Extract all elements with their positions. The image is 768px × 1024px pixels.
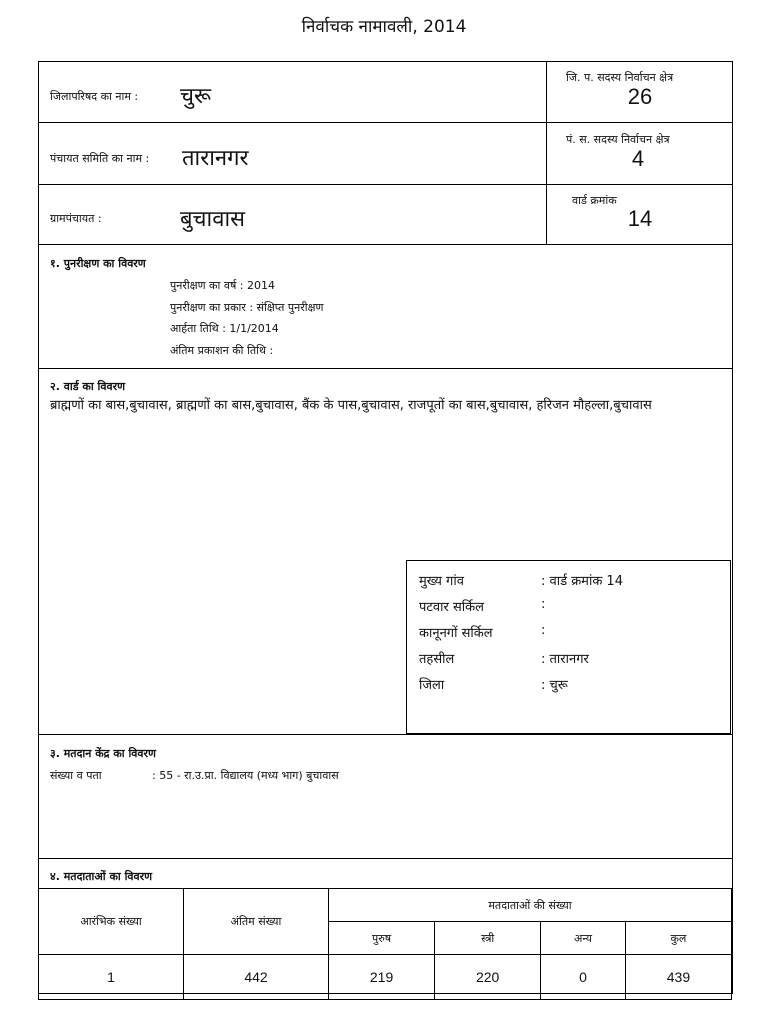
ward-info-box xyxy=(406,560,731,734)
revision-type: पुनरीक्षण का प्रकार : संक्षिप्त पुनरीक्षण xyxy=(170,301,324,314)
cell-end: 442 xyxy=(184,955,329,1000)
info-label: पटवार सर्किल xyxy=(419,600,484,615)
col-other: अन्य xyxy=(541,922,626,955)
col-total: कुल xyxy=(625,922,731,955)
section1-heading: १. पुनरीक्षण का विवरण xyxy=(50,257,146,270)
ward-value: 14 xyxy=(627,206,653,231)
info-row-district xyxy=(419,675,623,701)
voters-table xyxy=(38,888,732,1000)
divider-section2 xyxy=(38,734,733,735)
info-row-main-village xyxy=(419,571,623,597)
info-value: : वार्ड क्रमांक 14 xyxy=(541,574,623,589)
gram-value: बुचावास xyxy=(180,207,246,232)
info-row-patwar-circle xyxy=(419,597,623,623)
samiti-value: तारानगर xyxy=(182,146,249,171)
divider-header-vertical xyxy=(546,61,547,245)
info-label: तहसील xyxy=(419,652,455,667)
gram-label: ग्रामपंचायत : xyxy=(50,212,102,225)
section2-heading: २. वार्ड का विवरण xyxy=(50,380,126,393)
col-voter-count-group: मतदाताओं की संख्या xyxy=(329,889,732,922)
cell-start: 1 xyxy=(39,955,184,1000)
col-start-number: आरंभिक संख्या xyxy=(39,889,184,955)
frame-right xyxy=(732,61,733,994)
info-label: जिला xyxy=(419,678,445,693)
col-male: पुरुष xyxy=(329,922,435,955)
info-value: : चुरू xyxy=(541,678,568,693)
zila-label: जिलापरिषद का नाम : xyxy=(50,90,139,103)
col-female: स्त्री xyxy=(435,922,541,955)
info-label: मुख्य गांव xyxy=(419,574,464,589)
info-label: कानूनगों सर्किल xyxy=(419,626,493,641)
ps-value: 4 xyxy=(631,146,645,171)
col-end-number: अंतिम संख्या xyxy=(184,889,329,955)
revision-year: पुनरीक्षण का वर्ष : 2014 xyxy=(170,279,275,292)
cell-female: 220 xyxy=(435,955,541,1000)
info-row-tehsil xyxy=(419,649,623,675)
polling-station-value: : 55 - रा.उ.प्रा. विद्यालय (मध्य भाग) बुचावास xyxy=(152,769,339,782)
qualifying-date: आर्हता तिथि : 1/1/2014 xyxy=(170,322,279,335)
ps-label: पं. स. सदस्य निर्वाचन क्षेत्र xyxy=(566,133,670,146)
divider-row3 xyxy=(38,244,733,245)
info-value: : तारानगर xyxy=(541,652,589,667)
info-row-kanungo-circle xyxy=(419,623,623,649)
zila-value: चुरू xyxy=(180,84,212,109)
table-row xyxy=(39,955,732,1000)
page-title: निर्वाचक नामावली, 2014 xyxy=(301,17,467,37)
voters-header-row xyxy=(39,889,732,922)
section4-heading: ४. मतदाताओं का विवरण xyxy=(50,870,153,883)
final-publication-date: अंतिम प्रकाशन की तिथि : xyxy=(170,344,274,357)
section3-heading: ३. मतदान केंद्र का विवरण xyxy=(50,747,156,760)
zp-value: 26 xyxy=(627,84,653,109)
divider-section1 xyxy=(38,368,733,369)
polling-station-label: संख्या व पता xyxy=(50,769,102,782)
ward-label: वार्ड क्रमांक xyxy=(572,194,617,207)
divider-row2 xyxy=(38,184,733,185)
samiti-label: पंचायत समिति का नाम : xyxy=(50,152,150,165)
frame-top xyxy=(38,61,733,62)
cell-male: 219 xyxy=(329,955,435,1000)
divider-section3 xyxy=(38,858,733,859)
cell-total: 439 xyxy=(625,955,731,1000)
ward-description: ब्राह्मणों का बास,बुचावास, ब्राह्मणों का बास,बुचावास, बैंक के पास,बुचावास, राजपूतों का बास,बुचावास, हरिजन मौहल्ला,बुचावास xyxy=(50,398,652,413)
info-value: : xyxy=(541,623,546,638)
frame-left xyxy=(38,61,39,994)
zp-label: जि. प. सदस्य निर्वाचन क्षेत्र xyxy=(566,71,674,84)
divider-row1 xyxy=(38,122,733,123)
cell-other: 0 xyxy=(541,955,626,1000)
info-value: : xyxy=(541,597,546,612)
